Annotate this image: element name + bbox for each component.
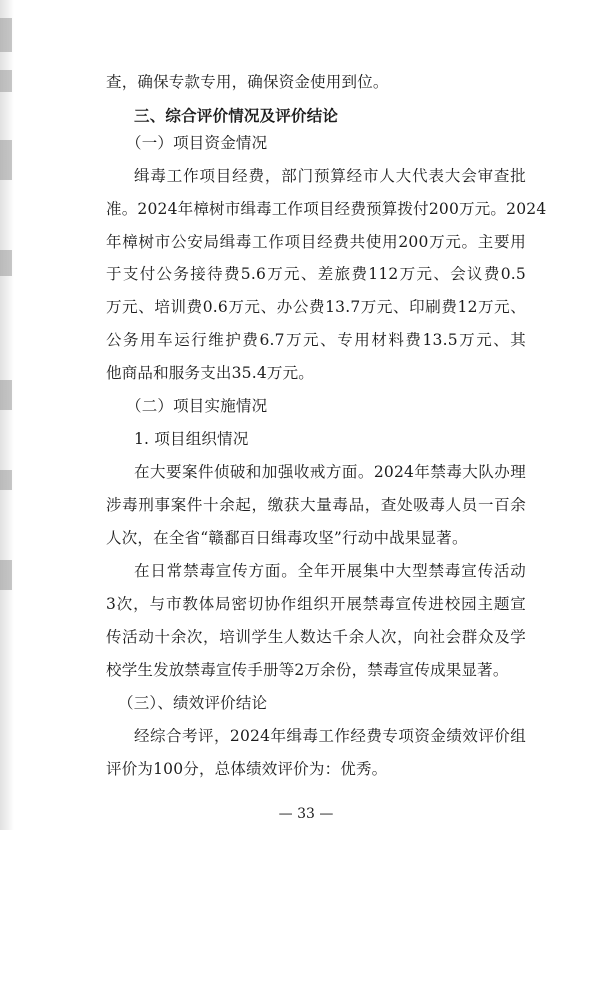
scan-artifact	[0, 140, 12, 180]
item-heading: 1. 项目组织情况	[134, 430, 249, 448]
body-line: 于支付公务接待费5.6万元、差旅费112万元、会议费0.5	[106, 265, 526, 283]
body-line: 评价为100分，总体绩效评价为：优秀。	[106, 760, 388, 778]
body-line: 准。2024年樟树市缉毒工作项目经费预算拨付200万元。2024	[106, 200, 547, 218]
body-line: 涉毒刑事案件十余起，缴获大量毒品，查处吸毒人员一百余	[106, 496, 526, 514]
scan-edge-shadow	[0, 0, 14, 830]
scan-artifact	[0, 470, 12, 490]
subsection-heading: （三）、绩效评价结论	[118, 694, 268, 712]
scan-artifact	[0, 250, 12, 276]
body-line: 经综合考评，2024年缉毒工作经费专项资金绩效评价组	[134, 727, 526, 745]
page-number: — 33 —	[278, 806, 334, 822]
body-line: 传活动十余次，培训学生人数达千余人次，向社会群众及学	[106, 628, 526, 646]
body-line: 校学生发放禁毒宣传手册等2万余份，禁毒宣传成果显著。	[106, 661, 509, 679]
body-line: 年樟树市公安局缉毒工作项目经费共使用200万元。主要用	[106, 233, 526, 251]
body-line: 3次，与市教体局密切协作组织开展禁毒宣传进校园主题宣	[106, 595, 526, 613]
subsection-heading: （一）项目资金情况	[126, 134, 268, 152]
body-line: 公务用车运行维护费6.7万元、专用材料费13.5万元、其	[106, 331, 526, 349]
body-line: 人次，在全省“赣鄱百日缉毒攻坚”行动中战果显著。	[106, 529, 468, 547]
body-line: 万元、培训费0.6万元、办公费13.7万元、印刷费12万元、	[106, 298, 526, 316]
section-heading: 三、综合评价情况及评价结论	[134, 106, 339, 125]
scan-artifact	[0, 560, 12, 590]
body-line: 他商品和服务支出35.4万元。	[106, 364, 315, 382]
scan-artifact	[0, 380, 12, 410]
body-line: 查，确保专款专用，确保资金使用到位。	[106, 73, 389, 91]
scan-artifact	[0, 18, 12, 52]
subsection-heading: （二）项目实施情况	[126, 397, 268, 415]
body-line: 在日常禁毒宣传方面。全年开展集中大型禁毒宣传活动	[134, 562, 526, 580]
body-line: 缉毒工作项目经费，部门预算经市人大代表大会审查批	[134, 167, 526, 185]
body-line: 在大要案件侦破和加强收戒方面。2024年禁毒大队办理	[134, 463, 526, 481]
scan-artifact	[0, 70, 12, 92]
